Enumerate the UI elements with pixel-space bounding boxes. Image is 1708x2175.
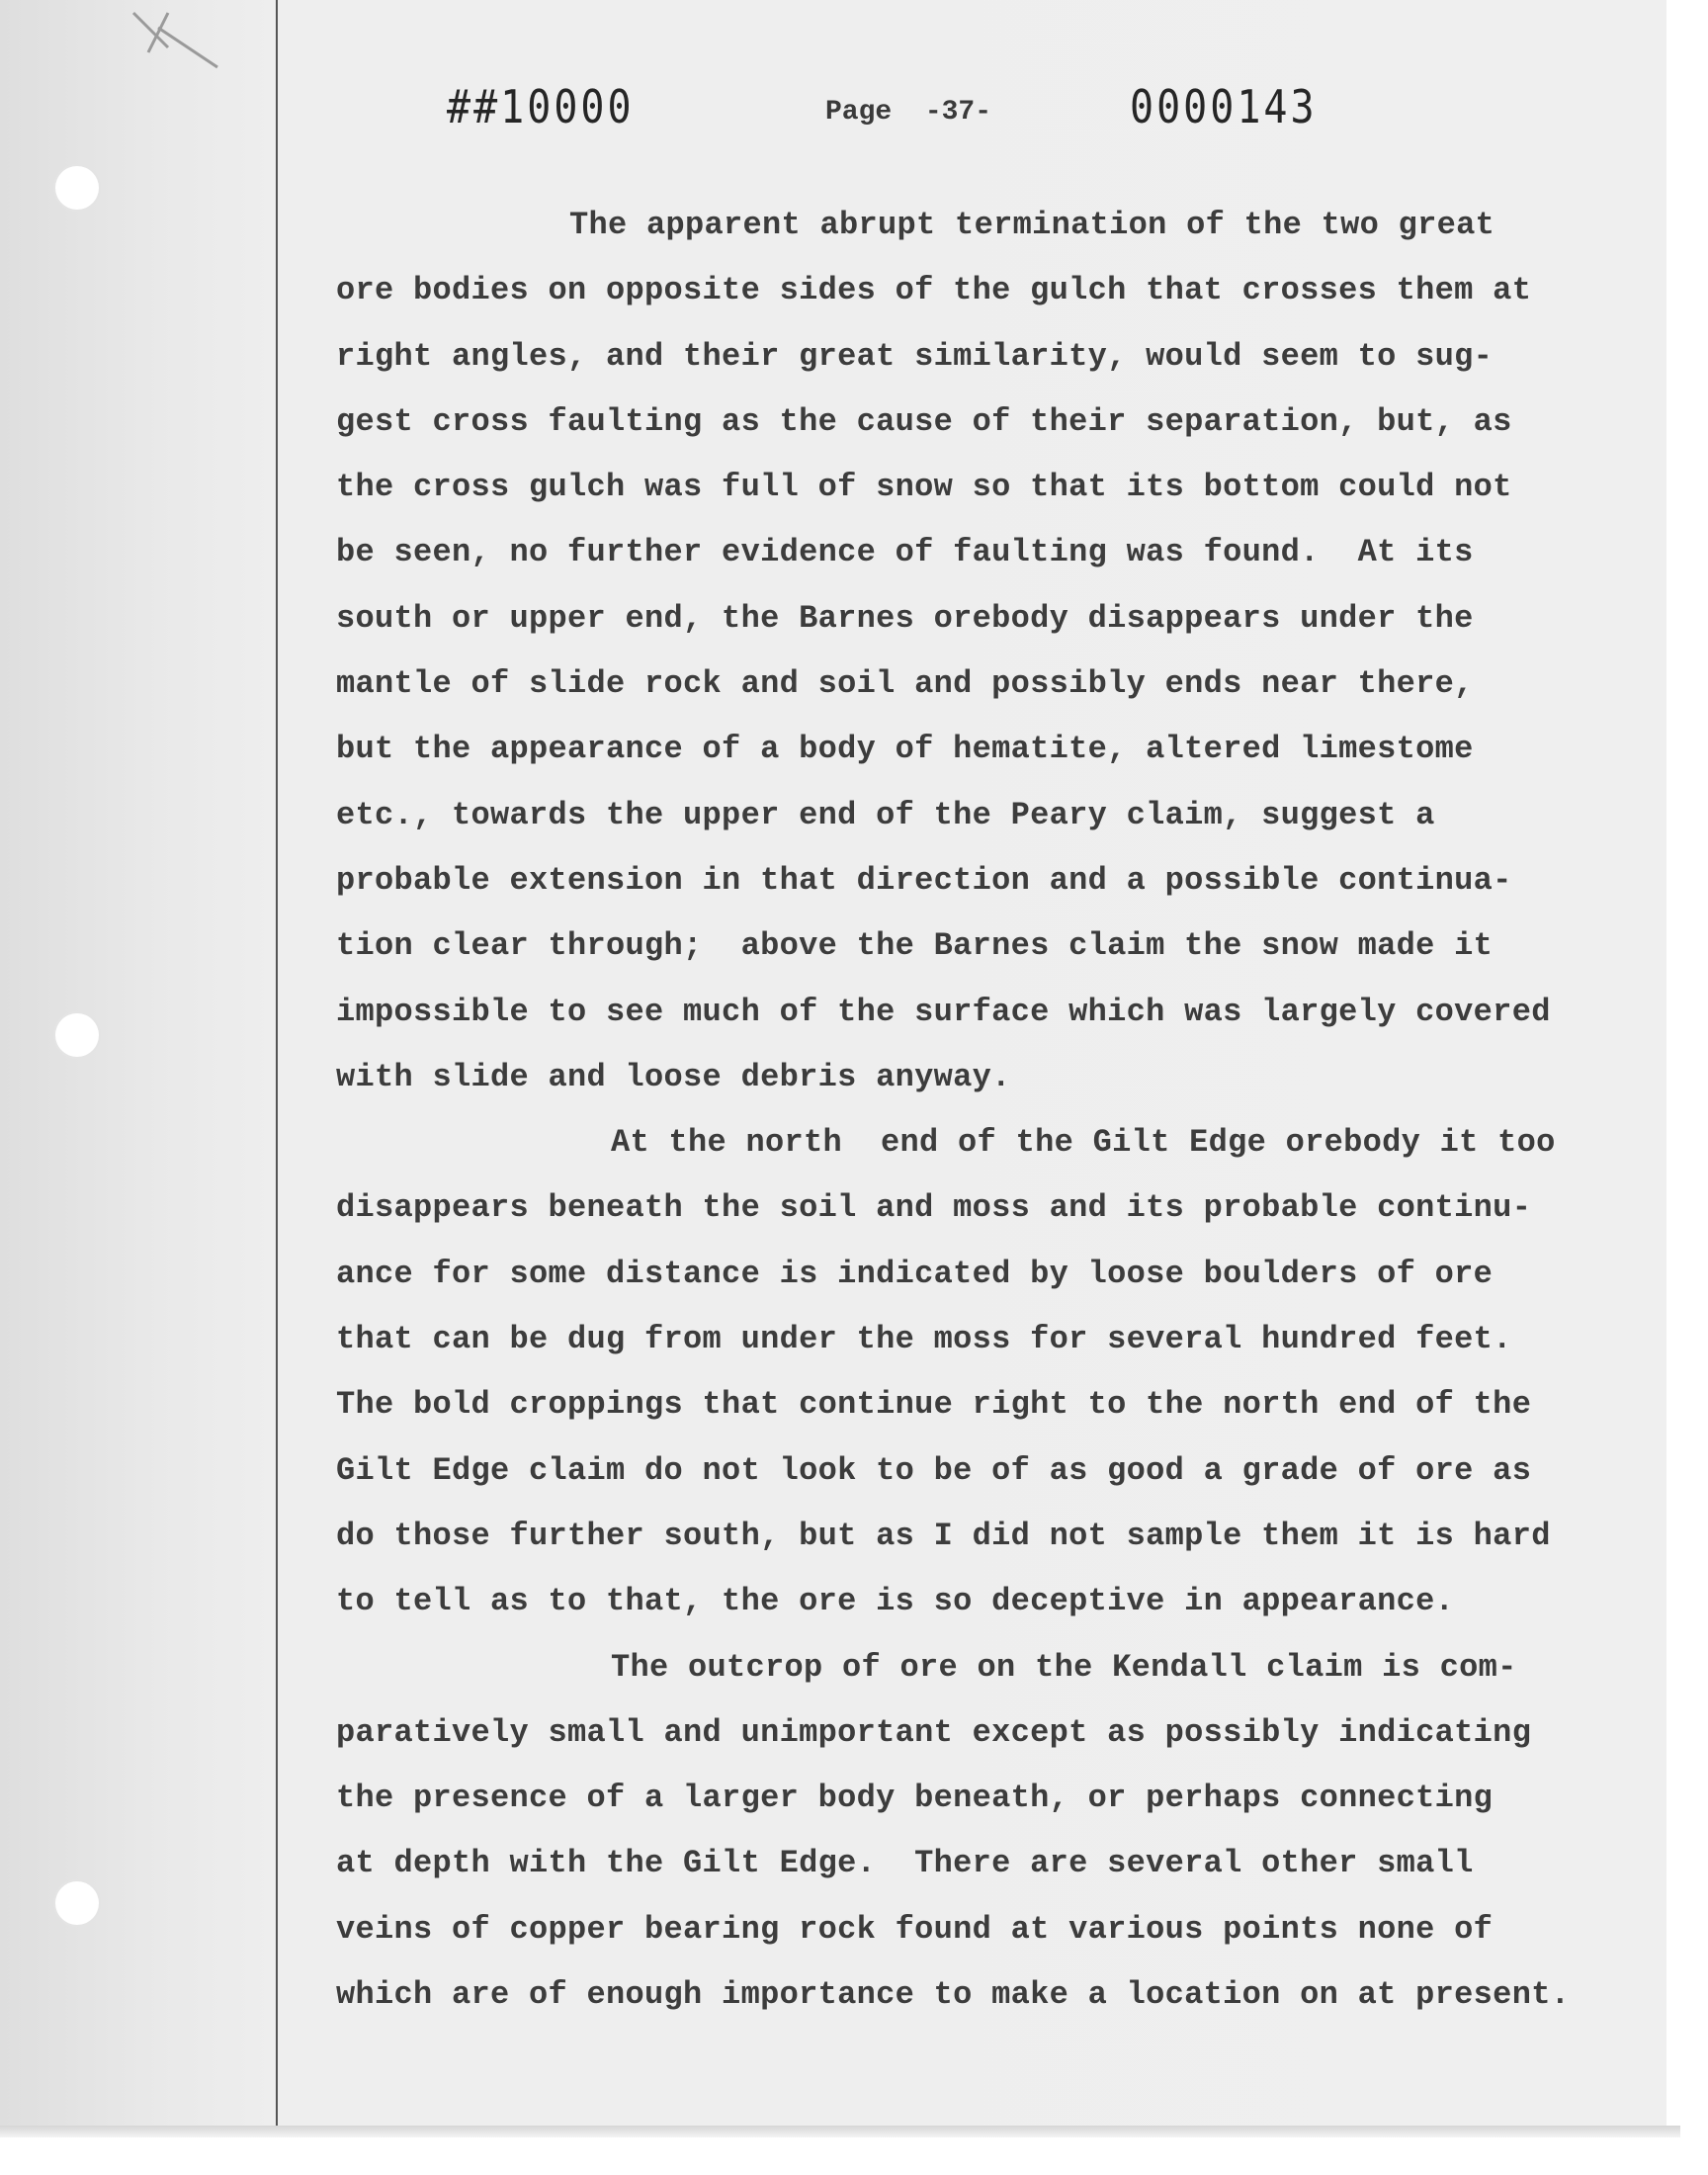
page-header bbox=[0, 79, 1666, 138]
text-line: ance for some distance is indicated by loose boulders of ore bbox=[336, 1255, 1494, 1292]
document-stamp-number: ##10000 bbox=[447, 81, 635, 134]
text-line: the cross gulch was full of snow so that its bottom could not bbox=[336, 469, 1512, 506]
punch-hole-bottom bbox=[55, 1881, 99, 1925]
text-line: south or upper end, the Barnes orebody disappears under the bbox=[336, 599, 1474, 637]
text-line: which are of enough importance to make a location on at present. bbox=[336, 1976, 1571, 2014]
bates-stamp-number: 0000143 bbox=[1130, 81, 1318, 134]
text-line: etc., towards the upper end of the Peary claim, suggest a bbox=[336, 796, 1435, 833]
page-number-label: Page -37- bbox=[825, 97, 992, 128]
text-line: probable extension in that direction and a possible continua- bbox=[336, 861, 1512, 899]
text-line: ore bodies on opposite sides of the gulch that crosses them at bbox=[336, 272, 1532, 309]
text-line: The bold croppings that continue right to the north end of the bbox=[336, 1386, 1532, 1424]
text-line: with slide and loose debris anyway. bbox=[336, 1058, 1011, 1095]
text-line: but the appearance of a body of hematite, altered limestome bbox=[336, 731, 1474, 768]
text-line: to tell as to that, the ore is so deceptive in appearance. bbox=[336, 1583, 1455, 1620]
text-line: The outcrop of ore on the Kendall claim is com- bbox=[611, 1648, 1517, 1686]
text-line: paratively small and unimportant except as possibly indicating bbox=[336, 1713, 1532, 1751]
text-line: gest cross faulting as the cause of their separation, but, as bbox=[336, 402, 1512, 440]
text-line: The apparent abrupt termination of the two great bbox=[569, 207, 1495, 243]
body-text bbox=[336, 193, 1651, 2028]
text-line: that can be dug from under the moss for several hundred feet. bbox=[336, 1321, 1512, 1358]
page-bottom-edge bbox=[0, 2126, 1680, 2137]
text-line: At the north end of the Gilt Edge orebody it too bbox=[611, 1124, 1556, 1162]
punch-hole-top bbox=[55, 166, 99, 210]
punch-hole-middle bbox=[55, 1013, 99, 1057]
text-line: Gilt Edge claim do not look to be of as good a grade of ore as bbox=[336, 1451, 1532, 1489]
text-line: veins of copper bearing rock found at various points none of bbox=[336, 1910, 1494, 1948]
text-line: impossible to see much of the surface which was largely covered bbox=[336, 993, 1551, 1030]
margin-rule bbox=[276, 0, 278, 2126]
text-line: mantle of slide rock and soil and possibly ends near there, bbox=[336, 665, 1474, 703]
text-line: disappears beneath the soil and moss and its probable continu- bbox=[336, 1189, 1532, 1227]
text-line: right angles, and their great similarity, would seem to sug- bbox=[336, 337, 1494, 375]
text-line: the presence of a larger body beneath, or perhaps connecting bbox=[336, 1780, 1494, 1817]
text-line: do those further south, but as I did not sample them it is hard bbox=[336, 1517, 1551, 1554]
text-line: at depth with the Gilt Edge. There are several other small bbox=[336, 1845, 1474, 1882]
text-line: be seen, no further evidence of faulting was found. At its bbox=[336, 534, 1474, 571]
text-line: tion clear through; above the Barnes claim the snow made it bbox=[336, 927, 1494, 965]
pencil-mark-icon bbox=[128, 8, 227, 77]
